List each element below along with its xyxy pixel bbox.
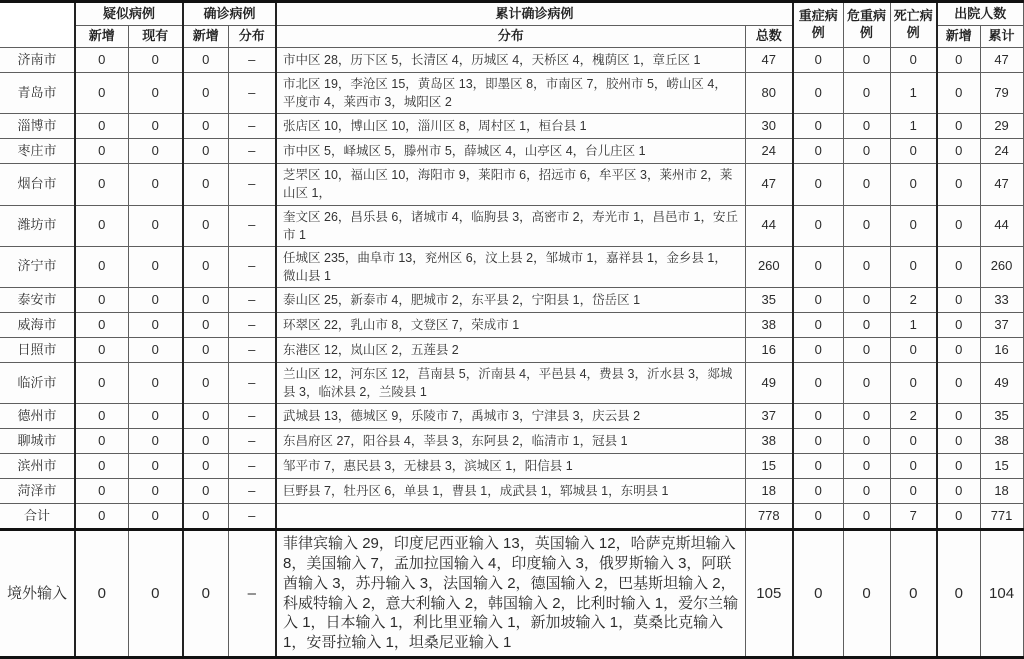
suspected-new: 0 [75, 429, 128, 454]
severe-cases: 0 [793, 504, 843, 530]
death-cases: 0 [890, 363, 937, 404]
discharged-total: 35 [980, 404, 1023, 429]
discharged-new: 0 [937, 164, 980, 205]
table-row [0, 313, 1023, 338]
discharged-total: 260 [980, 246, 1023, 287]
cumulative-dist: 市中区 5，峄城区 5，滕州市 5，薛城区 4，山亭区 4，台儿庄区 1 [276, 139, 745, 164]
discharged-new: 0 [937, 48, 980, 73]
discharged-new: 0 [937, 288, 980, 313]
suspected-new: 0 [75, 205, 128, 246]
confirmed-dist-header: 分布 [228, 26, 276, 48]
confirmed-new: 0 [183, 139, 228, 164]
cumulative-dist: 市中区 28，历下区 5，长清区 4，历城区 4，天桥区 4，槐荫区 1，章丘区 1 [276, 48, 745, 73]
critical-cases: 0 [843, 114, 890, 139]
confirmed-cases-group-header: 确诊病例 [183, 2, 276, 26]
confirmed-dist: – [228, 429, 276, 454]
discharged-new: 0 [937, 338, 980, 363]
imported-row [0, 530, 1023, 658]
critical-cases: 0 [843, 48, 890, 73]
cumulative-total: 47 [745, 164, 793, 205]
confirmed-dist: – [228, 139, 276, 164]
discharged-total: 49 [980, 363, 1023, 404]
discharged-new-header: 新增 [937, 26, 980, 48]
critical-cases: 0 [843, 363, 890, 404]
critical-cases: 0 [843, 288, 890, 313]
confirmed-new: 0 [183, 404, 228, 429]
confirmed-dist: – [228, 164, 276, 205]
city-name: 日照市 [0, 338, 75, 363]
discharged-total: 29 [980, 114, 1023, 139]
suspected-new: 0 [75, 313, 128, 338]
city-name: 泰安市 [0, 288, 75, 313]
cumulative-total: 24 [745, 139, 793, 164]
discharged-total: 79 [980, 73, 1023, 114]
table-body [0, 48, 1023, 658]
confirmed-dist: – [228, 48, 276, 73]
critical-cases: 0 [843, 479, 890, 504]
suspected-existing: 0 [128, 363, 183, 404]
cumulative-dist [276, 504, 745, 530]
city-name: 潍坊市 [0, 205, 75, 246]
city-name: 菏泽市 [0, 479, 75, 504]
cumulative-confirmed-group-header: 累计确诊病例 [276, 2, 793, 26]
severe-cases: 0 [793, 313, 843, 338]
total-row [0, 504, 1023, 530]
death-cases: 0 [890, 205, 937, 246]
cumulative-dist: 任城区 235，曲阜市 13，兖州区 6，汶上县 2，邹城市 1，嘉祥县 1，金乡县 1，微山县 1 [276, 246, 745, 287]
discharged-new: 0 [937, 404, 980, 429]
cumulative-dist: 环翠区 22，乳山市 8，文登区 7，荣成市 1 [276, 313, 745, 338]
discharged-new: 0 [937, 363, 980, 404]
suspected-existing: 0 [128, 164, 183, 205]
severe-cases: 0 [793, 73, 843, 114]
confirmed-new: 0 [183, 530, 228, 658]
death-cases-header: 死亡病例 [890, 2, 937, 48]
discharged-total: 38 [980, 429, 1023, 454]
cumulative-total: 37 [745, 404, 793, 429]
suspected-new: 0 [75, 288, 128, 313]
city-name: 滨州市 [0, 454, 75, 479]
discharged-new: 0 [937, 530, 980, 658]
suspected-new: 0 [75, 504, 128, 530]
table-row [0, 164, 1023, 205]
critical-cases: 0 [843, 454, 890, 479]
discharged-new: 0 [937, 246, 980, 287]
city-name: 聊城市 [0, 429, 75, 454]
city-name: 临沂市 [0, 363, 75, 404]
confirmed-dist: – [228, 205, 276, 246]
death-cases: 1 [890, 114, 937, 139]
confirmed-new: 0 [183, 338, 228, 363]
death-cases: 0 [890, 429, 937, 454]
discharged-new: 0 [937, 73, 980, 114]
city-name: 青岛市 [0, 73, 75, 114]
city-name: 威海市 [0, 313, 75, 338]
table-row [0, 139, 1023, 164]
discharged-total: 16 [980, 338, 1023, 363]
table-row [0, 73, 1023, 114]
severe-cases: 0 [793, 288, 843, 313]
suspected-new: 0 [75, 530, 128, 658]
severe-cases: 0 [793, 363, 843, 404]
severe-cases: 0 [793, 48, 843, 73]
severe-cases: 0 [793, 114, 843, 139]
critical-cases: 0 [843, 338, 890, 363]
death-cases: 0 [890, 338, 937, 363]
confirmed-new: 0 [183, 164, 228, 205]
city-column-header [0, 2, 75, 48]
death-cases: 0 [890, 246, 937, 287]
severe-cases: 0 [793, 246, 843, 287]
confirmed-dist: – [228, 363, 276, 404]
discharged-new: 0 [937, 454, 980, 479]
suspected-new: 0 [75, 404, 128, 429]
discharged-total: 18 [980, 479, 1023, 504]
death-cases: 0 [890, 454, 937, 479]
suspected-existing: 0 [128, 48, 183, 73]
table-row [0, 454, 1023, 479]
confirmed-dist: – [228, 246, 276, 287]
suspected-new: 0 [75, 338, 128, 363]
confirmed-new: 0 [183, 479, 228, 504]
confirmed-new: 0 [183, 73, 228, 114]
confirmed-dist: – [228, 504, 276, 530]
confirmed-dist: – [228, 479, 276, 504]
cumulative-dist: 菲律宾输入 29，印度尼西亚输入 13，英国输入 12，哈萨克斯坦输入 8，美国输入 7，孟加拉国输入 4，印度输入 3，俄罗斯输入 3，阿联酋输入 3，苏丹输入 3，法国输入 2，德国输入 2，巴基斯坦输入 2，科威特输入 2，意大利输入 2，韩国输入 2，比利时输入 1，爱尔兰输入 1，日本输入 1，利比里亚输入 1，新加坡输入 1，莫桑比克输入 1，安哥拉输入 1，坦桑尼亚输入 1 [276, 530, 745, 658]
death-cases: 7 [890, 504, 937, 530]
cumulative-dist-header: 分布 [276, 26, 745, 48]
cumulative-dist: 东港区 12，岚山区 2，五莲县 2 [276, 338, 745, 363]
suspected-existing: 0 [128, 479, 183, 504]
confirmed-new: 0 [183, 363, 228, 404]
discharged-total: 33 [980, 288, 1023, 313]
discharged-total: 47 [980, 164, 1023, 205]
discharged-total: 104 [980, 530, 1023, 658]
suspected-existing-header: 现有 [128, 26, 183, 48]
confirmed-new: 0 [183, 246, 228, 287]
severe-cases: 0 [793, 205, 843, 246]
city-name: 境外输入 [0, 530, 75, 658]
suspected-existing: 0 [128, 288, 183, 313]
suspected-existing: 0 [128, 454, 183, 479]
cumulative-total: 30 [745, 114, 793, 139]
severe-cases: 0 [793, 429, 843, 454]
severe-cases: 0 [793, 139, 843, 164]
cumulative-dist: 泰山区 25，新泰市 4，肥城市 2，东平县 2，宁阳县 1，岱岳区 1 [276, 288, 745, 313]
discharged-group-header: 出院人数 [937, 2, 1023, 26]
table-row [0, 429, 1023, 454]
cumulative-total: 105 [745, 530, 793, 658]
critical-cases: 0 [843, 404, 890, 429]
critical-cases: 0 [843, 429, 890, 454]
confirmed-dist: – [228, 114, 276, 139]
suspected-new: 0 [75, 164, 128, 205]
critical-cases: 0 [843, 530, 890, 658]
cumulative-total: 38 [745, 429, 793, 454]
suspected-new: 0 [75, 246, 128, 287]
death-cases: 2 [890, 288, 937, 313]
confirmed-new: 0 [183, 313, 228, 338]
suspected-cases-group-header: 疑似病例 [75, 2, 183, 26]
confirmed-dist: – [228, 454, 276, 479]
city-name: 枣庄市 [0, 139, 75, 164]
critical-cases: 0 [843, 205, 890, 246]
confirmed-new: 0 [183, 48, 228, 73]
cumulative-dist: 兰山区 12，河东区 12，莒南县 5，沂南县 4，平邑县 4，费县 3，沂水县 3，郯城县 3，临沭县 2，兰陵县 1 [276, 363, 745, 404]
discharged-cumulative-header: 累计 [980, 26, 1023, 48]
table-row [0, 338, 1023, 363]
confirmed-new: 0 [183, 429, 228, 454]
discharged-total: 44 [980, 205, 1023, 246]
cumulative-total: 18 [745, 479, 793, 504]
table-header [0, 2, 1023, 48]
cumulative-dist: 张店区 10，博山区 10，淄川区 8，周村区 1，桓台县 1 [276, 114, 745, 139]
death-cases: 0 [890, 139, 937, 164]
critical-cases-header: 危重病例 [843, 2, 890, 48]
suspected-new: 0 [75, 48, 128, 73]
critical-cases: 0 [843, 139, 890, 164]
suspected-existing: 0 [128, 139, 183, 164]
severe-cases: 0 [793, 404, 843, 429]
critical-cases: 0 [843, 504, 890, 530]
confirmed-dist: – [228, 313, 276, 338]
severe-cases: 0 [793, 164, 843, 205]
cumulative-dist: 巨野县 7，牡丹区 6，单县 1，曹县 1，成武县 1，郓城县 1，东明县 1 [276, 479, 745, 504]
discharged-total: 771 [980, 504, 1023, 530]
death-cases: 0 [890, 530, 937, 658]
suspected-new: 0 [75, 139, 128, 164]
cumulative-total: 49 [745, 363, 793, 404]
critical-cases: 0 [843, 246, 890, 287]
confirmed-dist: – [228, 288, 276, 313]
death-cases: 1 [890, 313, 937, 338]
discharged-new: 0 [937, 139, 980, 164]
confirmed-new: 0 [183, 504, 228, 530]
severe-cases: 0 [793, 479, 843, 504]
suspected-existing: 0 [128, 73, 183, 114]
death-cases: 0 [890, 48, 937, 73]
confirmed-new: 0 [183, 114, 228, 139]
discharged-new: 0 [937, 504, 980, 530]
table-row [0, 363, 1023, 404]
cumulative-dist: 东昌府区 27，阳谷县 4，莘县 3，东阿县 2，临清市 1，冠县 1 [276, 429, 745, 454]
cumulative-total: 260 [745, 246, 793, 287]
suspected-existing: 0 [128, 114, 183, 139]
discharged-new: 0 [937, 479, 980, 504]
cumulative-dist: 武城县 13，德城区 9，乐陵市 7，禹城市 3，宁津县 3，庆云县 2 [276, 404, 745, 429]
cumulative-total: 80 [745, 73, 793, 114]
severe-cases: 0 [793, 454, 843, 479]
discharged-total: 47 [980, 48, 1023, 73]
death-cases: 0 [890, 164, 937, 205]
confirmed-dist: – [228, 73, 276, 114]
critical-cases: 0 [843, 73, 890, 114]
suspected-existing: 0 [128, 530, 183, 658]
city-name: 德州市 [0, 404, 75, 429]
suspected-existing: 0 [128, 246, 183, 287]
discharged-total: 24 [980, 139, 1023, 164]
suspected-existing: 0 [128, 338, 183, 363]
table-row [0, 114, 1023, 139]
table-row [0, 205, 1023, 246]
city-name: 济宁市 [0, 246, 75, 287]
confirmed-dist: – [228, 530, 276, 658]
suspected-new: 0 [75, 479, 128, 504]
severe-cases: 0 [793, 530, 843, 658]
cumulative-total: 38 [745, 313, 793, 338]
city-name: 济南市 [0, 48, 75, 73]
discharged-new: 0 [937, 313, 980, 338]
discharged-new: 0 [937, 205, 980, 246]
cumulative-dist: 市北区 19，李沧区 15，黄岛区 13，即墨区 8，市南区 7，胶州市 5，崂山区 4，平度市 4，莱西市 3，城阳区 2 [276, 73, 745, 114]
city-name: 淄博市 [0, 114, 75, 139]
critical-cases: 0 [843, 164, 890, 205]
table-row [0, 404, 1023, 429]
death-cases: 2 [890, 404, 937, 429]
confirmed-new: 0 [183, 454, 228, 479]
discharged-total: 15 [980, 454, 1023, 479]
critical-cases: 0 [843, 313, 890, 338]
cumulative-dist: 邹平市 7，惠民县 3，无棣县 3，滨城区 1，阳信县 1 [276, 454, 745, 479]
death-cases: 0 [890, 479, 937, 504]
discharged-new: 0 [937, 429, 980, 454]
cumulative-total: 16 [745, 338, 793, 363]
suspected-existing: 0 [128, 205, 183, 246]
cumulative-total: 35 [745, 288, 793, 313]
death-cases: 1 [890, 73, 937, 114]
cumulative-dist: 奎文区 26，昌乐县 6，诸城市 4，临朐县 3，高密市 2，寿光市 1，昌邑市 1，安丘市 1 [276, 205, 745, 246]
header-group-row [0, 2, 1023, 26]
confirmed-new: 0 [183, 205, 228, 246]
suspected-existing: 0 [128, 404, 183, 429]
confirmed-new: 0 [183, 288, 228, 313]
suspected-new: 0 [75, 363, 128, 404]
suspected-existing: 0 [128, 504, 183, 530]
cumulative-total-header: 总数 [745, 26, 793, 48]
cumulative-total: 778 [745, 504, 793, 530]
cumulative-total: 15 [745, 454, 793, 479]
suspected-new: 0 [75, 454, 128, 479]
table-row [0, 288, 1023, 313]
discharged-total: 37 [980, 313, 1023, 338]
suspected-new: 0 [75, 73, 128, 114]
city-name: 烟台市 [0, 164, 75, 205]
cumulative-total: 44 [745, 205, 793, 246]
suspected-new-header: 新增 [75, 26, 128, 48]
severe-cases-header: 重症病例 [793, 2, 843, 48]
confirmed-dist: – [228, 338, 276, 363]
discharged-new: 0 [937, 114, 980, 139]
cumulative-total: 47 [745, 48, 793, 73]
cumulative-dist: 芝罘区 10，福山区 10，海阳市 9，莱阳市 6，招远市 6，牟平区 3，莱州市 2，莱山区 1， [276, 164, 745, 205]
table-row [0, 48, 1023, 73]
table-row [0, 479, 1023, 504]
confirmed-dist: – [228, 404, 276, 429]
suspected-existing: 0 [128, 313, 183, 338]
table-row [0, 246, 1023, 287]
confirmed-new-header: 新增 [183, 26, 228, 48]
city-name: 合计 [0, 504, 75, 530]
suspected-existing: 0 [128, 429, 183, 454]
severe-cases: 0 [793, 338, 843, 363]
suspected-new: 0 [75, 114, 128, 139]
